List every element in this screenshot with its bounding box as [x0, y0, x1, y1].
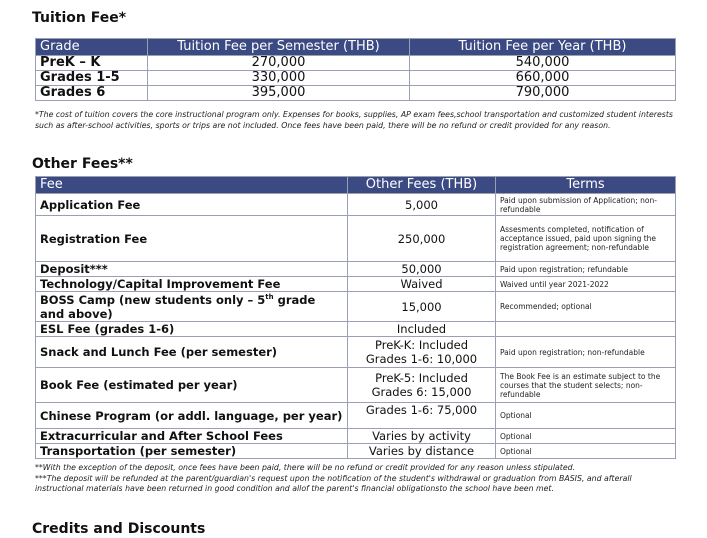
table-row [36, 86, 676, 101]
fee-name-cell: Technology/Capital Improvement Fee [36, 277, 348, 292]
fee-name-cell: Chinese Program (or addl. language, per year) [36, 403, 348, 429]
table-header-row [36, 177, 676, 194]
year-fee-cell: 790,000 [410, 86, 676, 101]
fee-amount-line: PreK-K: Included [375, 338, 468, 352]
tuition-fee-heading: Tuition Fee* [32, 10, 127, 26]
fee-amount-cell: Varies by distance [348, 444, 496, 459]
fee-terms-cell: Optional [496, 403, 676, 429]
fee-amount-line: Grades 1-6: 10,000 [365, 352, 478, 366]
table-row [36, 262, 676, 277]
grade-cell: PreK – K [36, 56, 148, 71]
fee-name-text: grade and above) [40, 292, 316, 321]
fee-terms-cell: Paid upon registration; non-refundable [496, 337, 676, 368]
fee-terms-cell: The Book Fee is an estimate subject to the courses that the student selects; non-refundable [496, 368, 676, 403]
fee-amount-cell [348, 368, 496, 403]
fee-name-cell: Snack and Lunch Fee (per semester) [36, 337, 348, 368]
fee-amount-cell: Varies by activity [348, 429, 496, 444]
ordinal-suffix: th [265, 292, 274, 301]
semester-fee-cell: 330,000 [148, 71, 410, 86]
year-fee-cell: 540,000 [410, 56, 676, 71]
fee-name-cell: Book Fee (estimated per year) [36, 368, 348, 403]
fee-name-cell: Registration Fee [36, 216, 348, 262]
fee-amount-cell: 250,000 [348, 216, 496, 262]
fee-name-cell [36, 292, 348, 322]
fee-terms-cell: Waived until year 2021-2022 [496, 277, 676, 292]
fee-terms-cell [496, 322, 676, 337]
table-row [36, 337, 676, 368]
fee-terms-cell: Optional [496, 444, 676, 459]
column-header-year: Tuition Fee per Year (THB) [410, 39, 676, 56]
table-row [36, 322, 676, 337]
semester-fee-cell: 270,000 [148, 56, 410, 71]
fee-amount-cell: 5,000 [348, 194, 496, 216]
fee-terms-cell: Recommended; optional [496, 292, 676, 322]
fee-amount-cell [348, 337, 496, 368]
fee-amount-cell: Included [348, 322, 496, 337]
fee-name-cell: Transportation (per semester) [36, 444, 348, 459]
fee-name-cell: Deposit*** [36, 262, 348, 277]
fee-amount-cell: Grades 1-6: 75,000 [348, 403, 496, 429]
column-header-fee: Fee [36, 177, 348, 194]
table-row [36, 277, 676, 292]
fee-terms-cell: Paid upon registration; refundable [496, 262, 676, 277]
fee-amount-cell: 50,000 [348, 262, 496, 277]
column-header-amount: Other Fees (THB) [348, 177, 496, 194]
other-fees-footnotes [35, 463, 680, 495]
table-header-row [36, 39, 676, 56]
fee-terms-cell: Paid upon submission of Application; non-refundable [496, 194, 676, 216]
fee-name-cell: Application Fee [36, 194, 348, 216]
tuition-footnote: *The cost of tuition covers the core instructional program only. Expenses for books, supplies, AP exam fees,school transportation and customized student interests such as after-school activities, sports or trips are not included. Once fees have been paid, there will be no refund or credit provided for any reason. [35, 110, 673, 130]
table-row [36, 292, 676, 322]
table-row [36, 194, 676, 216]
table-row [36, 368, 676, 403]
fee-amount-line: Grades 6: 15,000 [371, 385, 472, 399]
column-header-terms: Terms [496, 177, 676, 194]
fee-name-cell: ESL Fee (grades 1-6) [36, 322, 348, 337]
fee-amount-line: PreK-5: Included [375, 371, 468, 385]
fee-terms-cell: Assesments completed, notification of acceptance issued, paid upon signing the registration agreement; non-refundable [496, 216, 676, 262]
fee-name-text: BOSS Camp (new students only – 5 [40, 292, 266, 307]
table-row [36, 56, 676, 71]
table-row [36, 429, 676, 444]
other-fees-table [35, 176, 676, 459]
grade-cell: Grades 1-5 [36, 71, 148, 86]
year-fee-cell: 660,000 [410, 71, 676, 86]
fee-name-cell: Extracurricular and After School Fees [36, 429, 348, 444]
footnote-refund: **With the exception of the deposit, once fees have been paid, there will be no refund or credit provided for any reason unless stipulated. [35, 463, 576, 472]
table-row [36, 71, 676, 86]
table-row [36, 403, 676, 429]
table-row [36, 216, 676, 262]
tuition-fee-table [35, 38, 676, 101]
other-fees-heading: Other Fees** [32, 156, 133, 172]
fee-terms-cell: Optional [496, 429, 676, 444]
fee-amount-cell: Waived [348, 277, 496, 292]
fee-amount-cell: 15,000 [348, 292, 496, 322]
semester-fee-cell: 395,000 [148, 86, 410, 101]
column-header-grade: Grade [36, 39, 148, 56]
credits-discounts-heading: Credits and Discounts [32, 521, 206, 537]
footnote-deposit: ***The deposit will be refunded at the parent/guardian's request upon the notification of the student's withdrawal or graduation from BASIS, and afterall instructional materials have been returned in good condition and allof the parent's financial obligationsto the school have been met. [35, 473, 632, 493]
column-header-semester: Tuition Fee per Semester (THB) [148, 39, 410, 56]
grade-cell: Grades 6 [36, 86, 148, 101]
table-row [36, 444, 676, 459]
